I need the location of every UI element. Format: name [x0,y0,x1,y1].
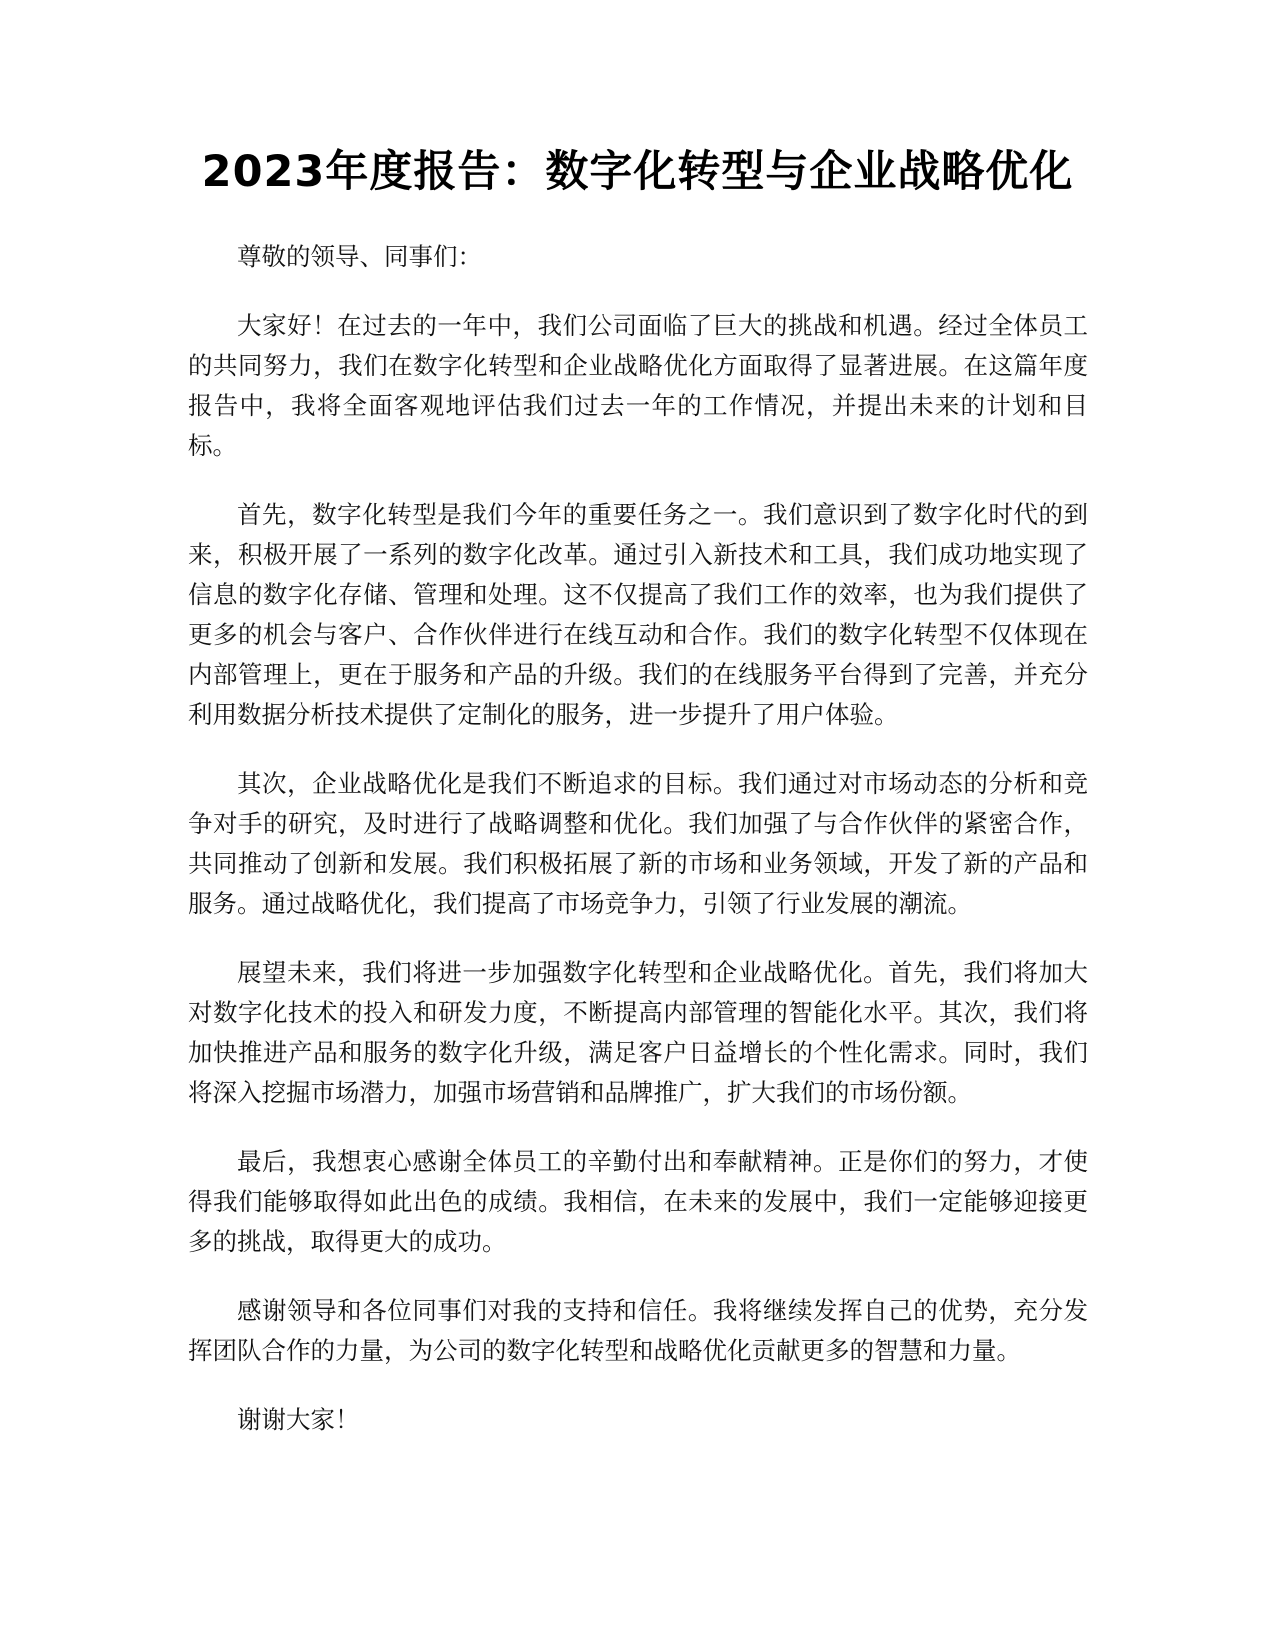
salutation: 尊敬的领导、同事们： [237,242,482,271]
document-title: 2023年度报告：数字化转型与企业战略优化 [201,147,1074,197]
paragraph-strategy-optimization: 其次，企业战略优化是我们不断追求的目标。我们通过对市场动态的分析和竞争对手的研究，及时进行了战略调整和优化。我们加强了与合作伙伴的紧密合作，共同推动了创新和发展。我们积极拓展了新的市场和业务领域，开发了新的产品和服务。通过战略优化，我们提高了市场竞争力，引领了行业发展的潮流。 [188,769,1088,918]
paragraph-outlook: 展望未来，我们将进一步加强数字化转型和企业战略优化。首先，我们将加大对数字化技术的投入和研发力度，不断提高内部管理的智能化水平。其次，我们将加快推进产品和服务的数字化升级，满足客户日益增长的个性化需求。同时，我们将深入挖掘市场潜力，加强市场营销和品牌推广，扩大我们的市场份额。 [188,958,1088,1107]
closing: 谢谢大家！ [237,1405,360,1434]
paragraph-digital-transformation: 首先，数字化转型是我们今年的重要任务之一。我们意识到了数字化时代的到来，积极开展了一系列的数字化改革。通过引入新技术和工具，我们成功地实现了信息的数字化存储、管理和处理。这不仅提高了我们工作的效率，也为我们提供了更多的机会与客户、合作伙伴进行在线互动和合作。我们的数字化转型不仅体现在内部管理上，更在于服务和产品的升级。我们的在线服务平台得到了完善，并充分利用数据分析技术提供了定制化的服务，进一步提升了用户体验。 [188,500,1088,729]
paragraph-intro: 大家好！在过去的一年中，我们公司面临了巨大的挑战和机遇。经过全体员工的共同努力，我们在数字化转型和企业战略优化方面取得了显著进展。在这篇年度报告中，我将全面客观地评估我们过去一年的工作情况，并提出未来的计划和目标。 [188,311,1088,460]
paragraph-thanks-leaders: 感谢领导和各位同事们对我的支持和信任。我将继续发挥自己的优势，充分发挥团队合作的力量，为公司的数字化转型和战略优化贡献更多的智慧和力量。 [188,1296,1088,1365]
paragraph-gratitude: 最后，我想衷心感谢全体员工的辛勤付出和奉献精神。正是你们的努力，才使得我们能够取得如此出色的成绩。我相信，在未来的发展中，我们一定能够迎接更多的挑战，取得更大的成功。 [188,1147,1088,1256]
document-body [188,237,1088,1469]
